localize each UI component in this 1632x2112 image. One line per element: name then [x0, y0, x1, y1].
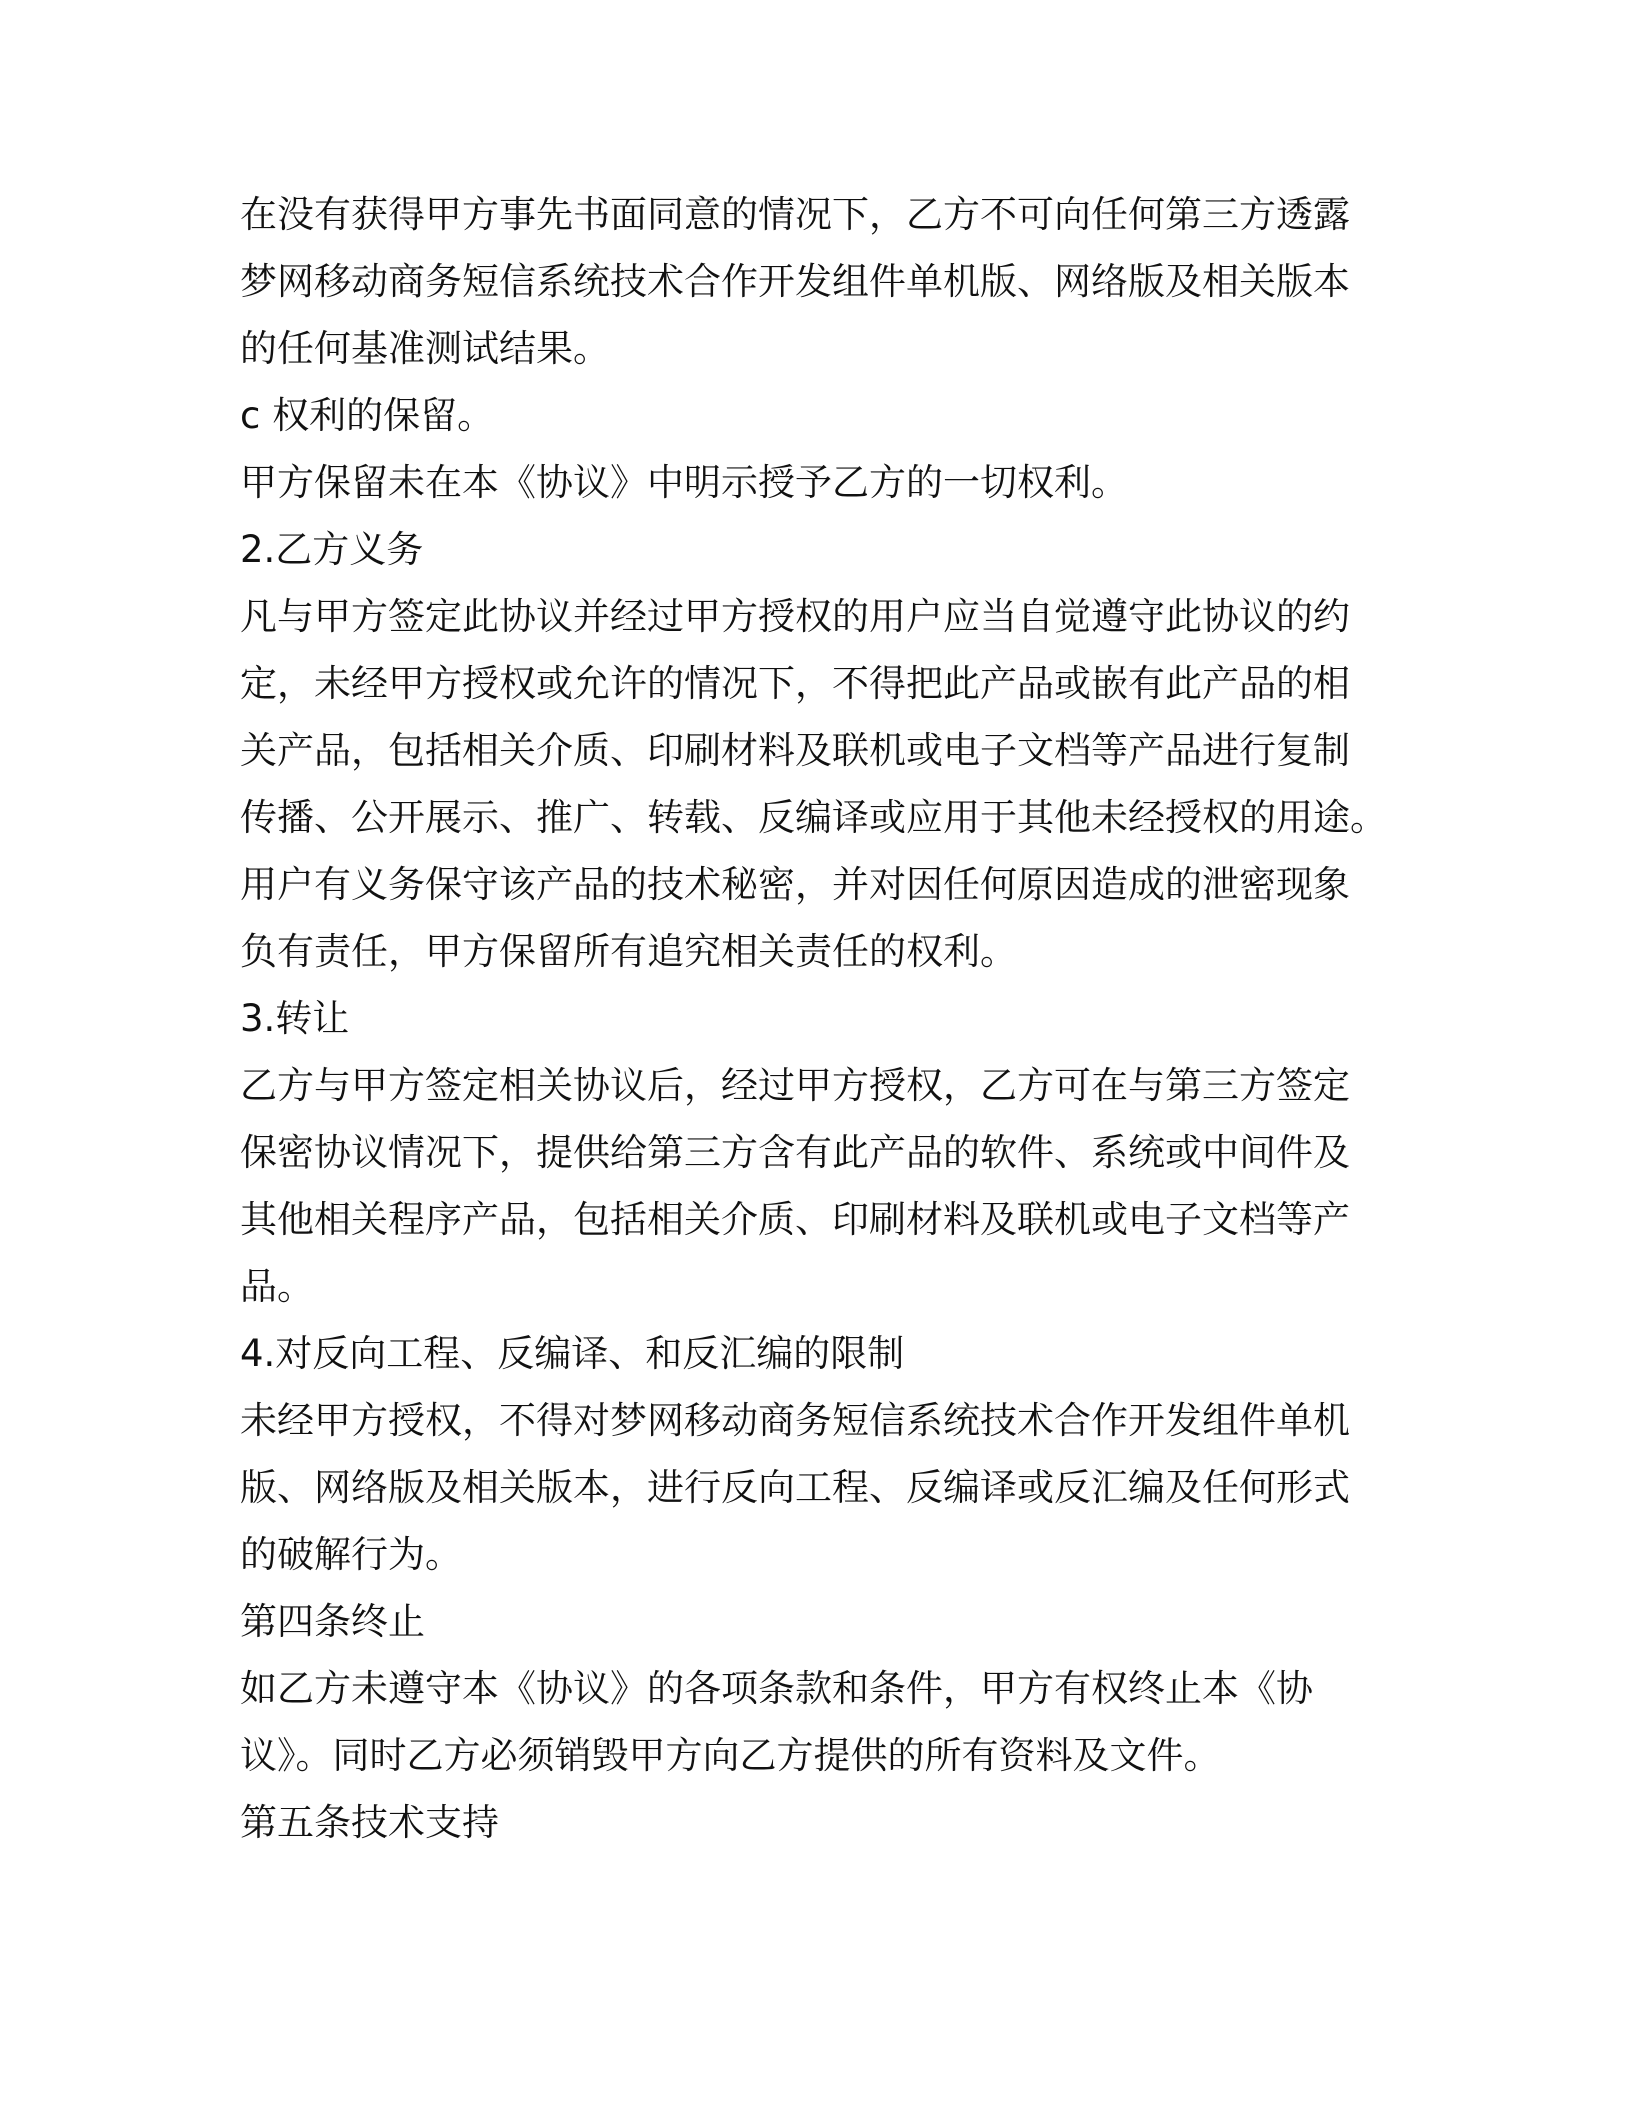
text-line: 凡与甲方签定此协议并经过甲方授权的用户应当自觉遵守此协议的约	[240, 595, 1350, 638]
text-line: 用户有义务保守该产品的技术秘密，并对因任何原因造成的泄密现象	[240, 863, 1350, 906]
section-heading: 第五条技术支持	[240, 1801, 499, 1844]
text-line: 定，未经甲方授权或允许的情况下，不得把此产品或嵌有此产品的相	[240, 662, 1350, 705]
section-heading: 4.对反向工程、反编译、和反汇编的限制	[240, 1332, 905, 1375]
text-line: 关产品，包括相关介质、印刷材料及联机或电子文档等产品进行复制	[240, 729, 1350, 772]
text-line: 的破解行为。	[240, 1533, 462, 1576]
text-line: 品。	[240, 1265, 314, 1308]
section-heading: 3.转让	[240, 997, 350, 1040]
text-line: 其他相关程序产品，包括相关介质、印刷材料及联机或电子文档等产	[240, 1198, 1350, 1241]
text-line: 如乙方未遵守本《协议》的各项条款和条件，甲方有权终止本《协	[240, 1667, 1313, 1710]
text-line: 议》。同时乙方必须销毁甲方向乙方提供的所有资料及文件。	[240, 1734, 1221, 1777]
text-line: 梦网移动商务短信系统技术合作开发组件单机版、网络版及相关版本	[240, 260, 1350, 303]
text-line: 传播、公开展示、推广、转载、反编译或应用于其他未经授权的用途。	[240, 796, 1387, 839]
text-line: 保密协议情况下，提供给第三方含有此产品的软件、系统或中间件及	[240, 1131, 1350, 1174]
text-line: 负有责任，甲方保留所有追究相关责任的权利。	[240, 930, 1017, 973]
text-line: 版、网络版及相关版本，进行反向工程、反编译或反汇编及任何形式	[240, 1466, 1350, 1509]
section-heading: c 权利的保留。	[240, 394, 495, 437]
section-heading: 第四条终止	[240, 1600, 425, 1643]
text-line: 在没有获得甲方事先书面同意的情况下，乙方不可向任何第三方透露	[240, 193, 1350, 236]
text-line: 未经甲方授权，不得对梦网移动商务短信系统技术合作开发组件单机	[240, 1399, 1350, 1442]
text-line: 的任何基准测试结果。	[240, 327, 610, 370]
text-line: 乙方与甲方签定相关协议后，经过甲方授权，乙方可在与第三方签定	[240, 1064, 1350, 1107]
section-heading: 2.乙方义务	[240, 528, 424, 571]
text-line: 甲方保留未在本《协议》中明示授予乙方的一切权利。	[240, 461, 1128, 504]
